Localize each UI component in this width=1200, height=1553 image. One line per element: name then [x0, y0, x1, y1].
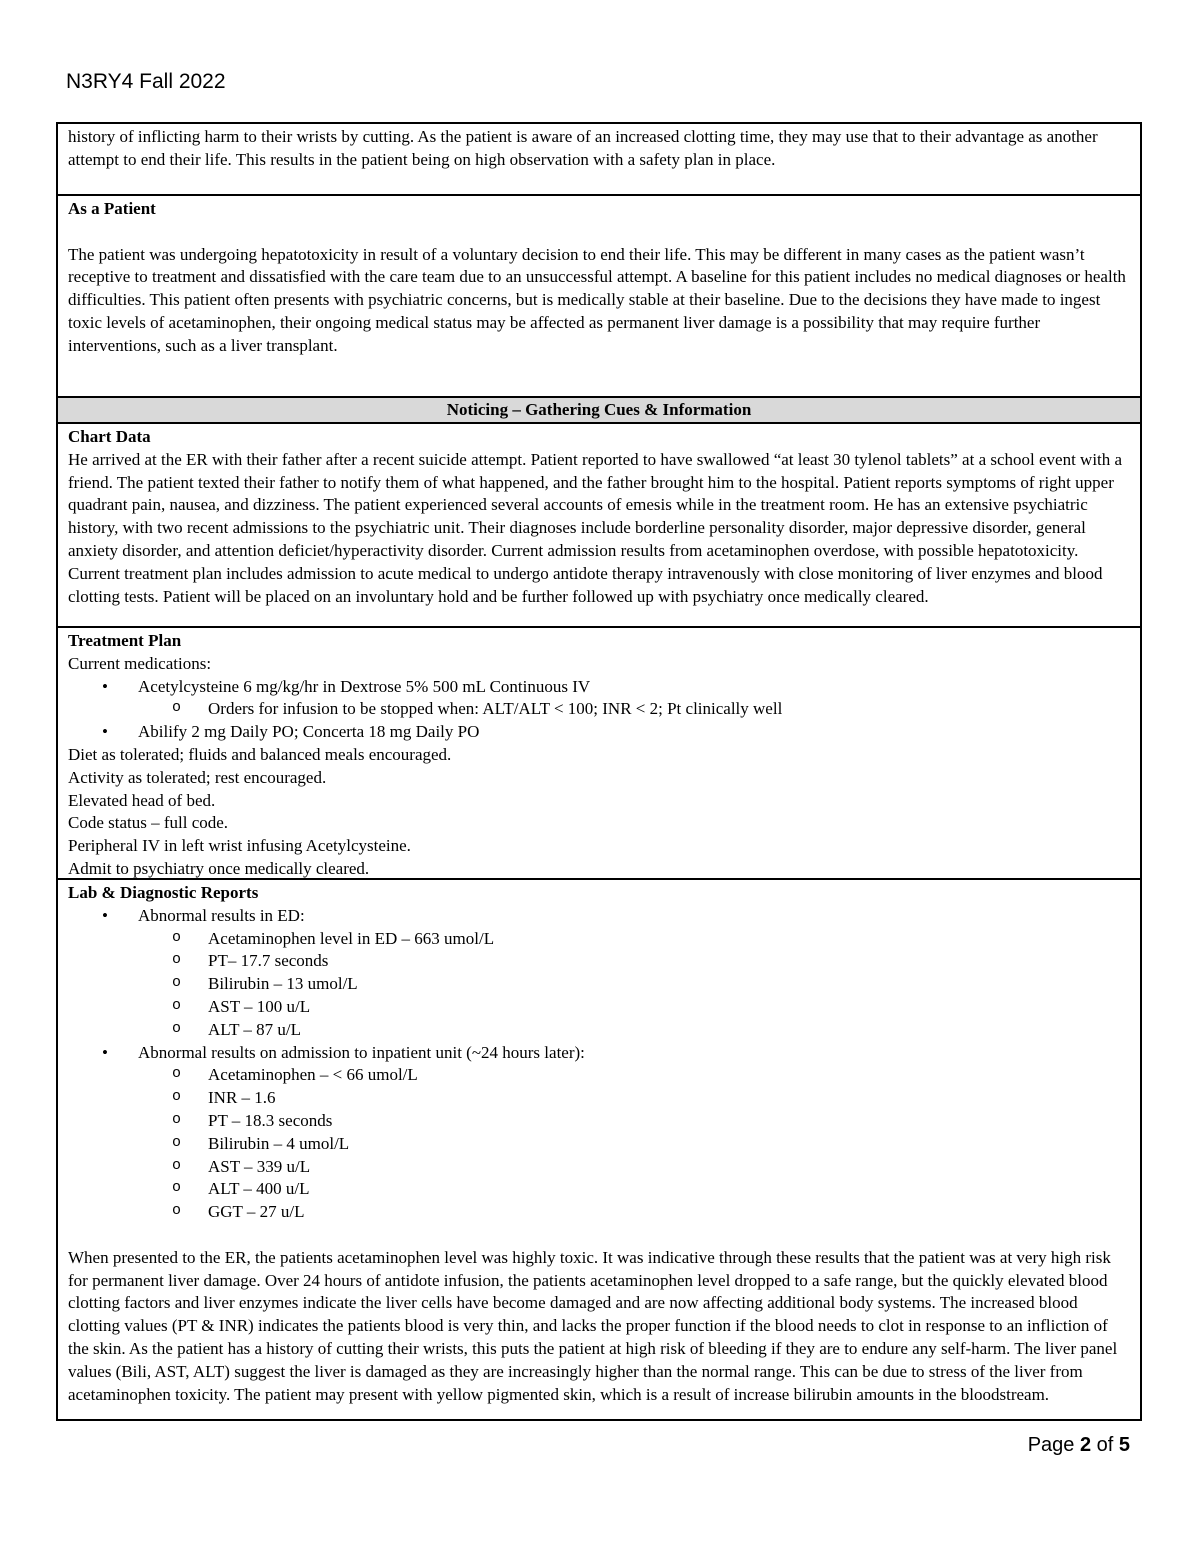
lab-reports-heading: Lab & Diagnostic Reports	[68, 883, 259, 902]
medication-subitem: o Orders for infusion to be stopped when: ALT/ALT < 100; INR < 2; Pt clinically well	[138, 698, 1130, 721]
as-patient-cell	[58, 196, 1140, 398]
total-pages: 5	[1118, 1434, 1130, 1456]
plan-line: Code status – full code.	[68, 813, 229, 833]
plan-line: Peripheral IV in left wrist infusing Acetylcysteine.	[68, 836, 411, 856]
lab-result-item: o ALT – 87 u/L	[138, 1019, 1130, 1042]
section-heading-noticing: Noticing – Gathering Cues & Information	[58, 398, 1140, 424]
continued-section-cell	[58, 124, 1140, 196]
medication-acetylcysteine: Acetylcysteine 6 mg/kg/hr in Dextrose 5% 500 mL Continuous IV	[138, 676, 591, 696]
lab-result-item: o Bilirubin – 13 umol/L	[138, 973, 1130, 996]
chart-data-cell	[58, 424, 1140, 628]
lab-summary-text: When presented to the ER, the patients acetaminophen level was highly toxic. It was indicative through these results that the patient was at very high risk for permanent liver damage. Over 24 hours of antidote infusion, the patients acetaminophen level dropped to a safe range, but the quickly elevated blood clotting factors and liver enzymes indicate the liver cells have become damaged and are now affecting additional body systems. The increased blood clotting values (PT & INR) indicates the patients blood is very thin, and lacks the proper function if the blood needs to clot in response to an infliction of the skin. As the patient has a history of cutting their wrists, this puts the patient at high risk of bleeding if they are to endure any self-harm. The liver panel values (Bili, AST, ALT) suggest the liver is damaged as they are increasingly higher than the normal range. This can be due to stress of the liver from acetaminophen toxicity. The patient may present with yellow pigmented skin, which is a result of increase bilirubin amounts in the bloodstream.	[68, 1247, 1118, 1404]
as-patient-text: The patient was undergoing hepatotoxicity in result of a voluntary decision to end their life. This may be different in many cases as the patient wasn’t receptive to treatment and dissatisfied with the care team due to an unsuccessful attempt. A baseline for this patient includes no medical diagnoses or health difficulties. This patient often presents with psychiatric concerns, but is medically stable at their baseline. Due to the decisions they have made to ingest toxic levels of acetaminophen, their ongoing medical status may be affected as permanent liver damage is a possibility that may require further interventions, such as a liver transplant.	[68, 244, 1126, 355]
lab-result-item: o PT– 17.7 seconds	[138, 950, 1130, 973]
lab-group	[68, 1042, 1130, 1224]
medication-sublist	[138, 698, 1130, 721]
chart-data-text: He arrived at the ER with their father after a recent suicide attempt. Patient reported to have swallowed “at least 30 tylenol tablets” at a school event with a friend. The patient texted their father to notify them of what happened, and the father brought him to the hospital. Patient reports symptoms of right upper quadrant pain, nausea, and dizziness. The patient experienced several accounts of emesis while in the treatment room. He has an extensive psychiatric history, with two recent admissions to the psychiatric unit. Their diagnoses include borderline personality disorder, major depressive disorder, general anxiety disorder, and attention deficiet/hyperactivity disorder. Current admission results from acetaminophen overdose, with possible hepatotoxicity. Current treatment plan includes admission to acute medical to undergo antidote therapy intravenously with close monitoring of liver enzymes and blood clotting tests. Patient will be placed on an involuntary hold and be further followed up with psychiatry once medically cleared.	[68, 449, 1123, 606]
treatment-plan-cell	[58, 628, 1140, 880]
of-word: of	[1091, 1434, 1119, 1456]
plan-line: Diet as tolerated; fluids and balanced meals encouraged.	[68, 744, 452, 764]
spacer	[68, 1224, 1130, 1247]
medication-list	[68, 676, 1130, 744]
lab-result-item: o Acetaminophen – < 66 umol/L	[138, 1064, 1130, 1087]
plan-line: Admit to psychiatry once medically cleared.	[68, 858, 370, 878]
page-number	[1028, 1434, 1130, 1457]
lab-result-item: o GGT – 27 u/L	[138, 1201, 1130, 1224]
medications-label: Current medications:	[68, 653, 212, 673]
lab-group-label: Abnormal results in ED:	[138, 905, 305, 925]
plan-line: Elevated head of bed.	[68, 790, 216, 810]
plan-line: Activity as tolerated; rest encouraged.	[68, 767, 327, 787]
document-header: N3RY4 Fall 2022	[66, 70, 226, 93]
spacer	[68, 221, 1130, 244]
medication-item: • Abilify 2 mg Daily PO; Concerta 18 mg Daily PO	[68, 721, 1130, 744]
treatment-plan-heading: Treatment Plan	[68, 631, 182, 650]
lab-result-item: o ALT – 400 u/L	[138, 1178, 1130, 1201]
lab-sublist	[138, 928, 1130, 1042]
lab-result-item: o PT – 18.3 seconds	[138, 1110, 1130, 1133]
medication-item	[68, 676, 1130, 722]
page-word: Page	[1027, 1434, 1080, 1456]
lab-result-item: o AST – 100 u/L	[138, 996, 1130, 1019]
lab-group	[68, 905, 1130, 1042]
lab-sublist	[138, 1064, 1130, 1224]
as-patient-heading: As a Patient	[68, 199, 156, 218]
lab-result-item: o Acetaminophen level in ED – 663 umol/L	[138, 928, 1130, 951]
current-page: 2	[1079, 1434, 1092, 1456]
continued-text: history of inflicting harm to their wrists by cutting. As the patient is aware of an increased clotting time, they may use that to their advantage as another attempt to end their life. This results in the patient being on high observation with a safety plan in place.	[68, 127, 1098, 169]
chart-data-heading: Chart Data	[68, 427, 151, 446]
lab-reports-cell	[58, 880, 1140, 1419]
lab-group-label: Abnormal results on admission to inpatient unit (~24 hours later):	[138, 1042, 585, 1062]
lab-result-item: o Bilirubin – 4 umol/L	[138, 1133, 1130, 1156]
lab-result-item: o AST – 339 u/L	[138, 1156, 1130, 1179]
care-plan-table	[56, 122, 1142, 1421]
lab-result-item: o INR – 1.6	[138, 1087, 1130, 1110]
lab-results-list	[68, 905, 1130, 1224]
